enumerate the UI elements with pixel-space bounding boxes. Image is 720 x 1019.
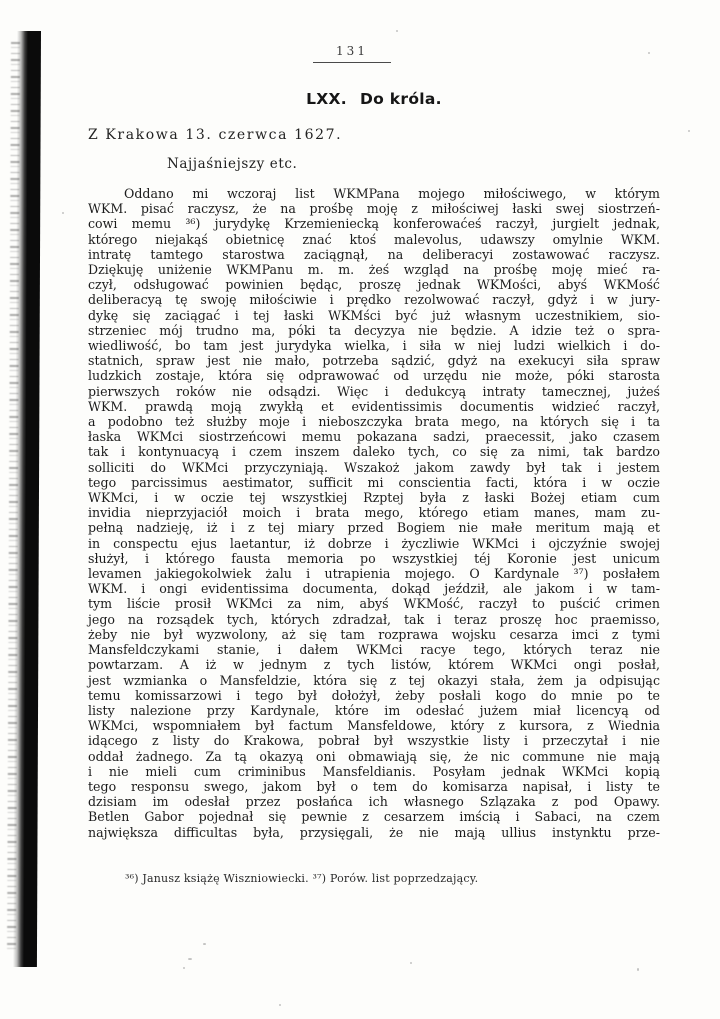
body-text-line: idącego z listy do Krakowa, pobrał był wszystkie listy i przeczytał i nie bbox=[88, 733, 660, 749]
scan-speck bbox=[279, 1004, 281, 1006]
scan-speck bbox=[637, 968, 639, 971]
body-text-line: tak i kontynuacyą i czem inszem daleko tych, co się za nimi, tak bardzo bbox=[88, 444, 660, 460]
body-text-line: listy nalezione przy Kardynale, które im odesłać jużem miał licencyą od bbox=[88, 702, 660, 718]
scan-speck bbox=[203, 943, 206, 945]
body-text-line: levamen jakiegokolwiek żalu i utrapienia mojego. O Kardynale ³⁷) posłałem bbox=[88, 566, 660, 582]
scan-speck bbox=[410, 962, 412, 964]
body-text-line: Dziękuję uniżenie WKMPanu m. m. żeś wzgląd na prośbę moję mieć ra- bbox=[88, 262, 660, 278]
body-text-line: WKM. i ongi evidentissima documenta, dokąd jeździł, ale jakom i w tam- bbox=[88, 581, 660, 597]
scan-speck bbox=[62, 212, 64, 214]
body-text-line: pełną nadzieję, iż i z tej miary przed Bogiem nie małe meritum mają et bbox=[88, 520, 660, 536]
footnotes: ³⁶) Janusz książę Wiszniowiecki. ³⁷) Porów. list poprzedzający. bbox=[125, 872, 479, 885]
page-number: 131 bbox=[313, 44, 391, 63]
scan-speck bbox=[188, 958, 192, 960]
body-text-line: ludzkich zostaje, która się odprawować od urzędu nie może, póki starosta bbox=[88, 368, 660, 384]
body-text-line: cowi memu ³⁶) jurydykę Krzemieniecką konferowaćeś raczył, jurgielt jednak, bbox=[88, 216, 660, 232]
body-text-line: WKM. pisać raczysz, że na prośbę moję z miłościwej łaski swej siostrzeń- bbox=[88, 201, 660, 217]
body-text-line: i nie mieli cum criminibus Mansfeldianis. Posyłam jednak WKMci kopią bbox=[88, 763, 660, 779]
letter-number: LXX. bbox=[306, 90, 347, 108]
body-text-line: tego parcissimus aestimator, sufficit mi conscientia facti, która i w oczie bbox=[88, 474, 660, 490]
scan-speck bbox=[648, 52, 650, 54]
body-text-line: temu komissarzowi i tego był dołożył, żeby posłali kogo do mnie po te bbox=[88, 687, 660, 703]
body-text-line: Mansfeldczykami stanie, i dałem WKMci racye tego, których teraz nie bbox=[88, 642, 660, 658]
letter-heading bbox=[88, 90, 660, 108]
body-text-line: strzeniec mój trudno ma, póki ta decyzya nie będzie. A idzie też o spra- bbox=[88, 322, 660, 338]
body-text-line: dzisiam im odesłał przez posłańca ich własnego Szlązaka z pod Opawy. bbox=[88, 794, 660, 810]
body-text-line: tym liście prosił WKMci za nim, abyś WKMość, raczył to puścić crimen bbox=[88, 596, 660, 612]
body-text-line: solliciti do WKMci przyczyniają. Wszakoż jakom zawdy był tak i jestem bbox=[88, 459, 660, 475]
body-text-line: deliberacyą tę swoję miłościwie i prędko rezolwować raczył, gdyż i w jury- bbox=[88, 292, 660, 308]
body-text-line: największa difficultas była, przysięgali, że nie mają ullius instynktu prze- bbox=[88, 824, 660, 840]
body-text-line: tego responsu swego, jakom był o tem do komisarza napisał, i listy te bbox=[88, 778, 660, 794]
body-text-line: WKMci, wspomniałem był factum Mansfeldowe, który z kursora, z Wiednia bbox=[88, 718, 660, 734]
scan-speck bbox=[688, 130, 690, 132]
body-text-line: czył, odsługować powinien będąc, proszę jednak WKMości, abyś WKMość bbox=[88, 277, 660, 293]
body-text-line: invidia nieprzyjaciół moich i brata mego, którego etiam manes, mam zu- bbox=[88, 505, 660, 521]
dateline: Z Krakowa 13. czerwca 1627. bbox=[88, 127, 343, 143]
body-text-line: WKMci, i w oczie tej wszystkiej Rzptej była z łaski Bożej etiam cum bbox=[88, 490, 660, 506]
body-text-line: pierwszych roków nie odsądzi. Więc i dedukcyą intraty tamecznej, jużeś bbox=[88, 383, 660, 399]
body-text-line: żeby nie był wyzwolony, aż się tam rozprawa wojsku cesarza imci z tymi bbox=[88, 626, 660, 642]
body-text-line: oddał żadnego. Za tą okazyą oni obmawiają się, że nic commune nie mają bbox=[88, 748, 660, 764]
salutation: Najjaśniejszy etc. bbox=[167, 156, 298, 172]
scan-speck bbox=[396, 30, 398, 32]
letter-body bbox=[88, 186, 660, 840]
letter-title: Do króla. bbox=[360, 90, 442, 108]
body-text-line: jego na rozsądek tych, których zdradzał, tak i teraz proszę hoc praemisso, bbox=[88, 611, 660, 627]
body-text-line: intratę tamtego starostwa zaciągnął, na deliberacyi zostawować raczysz. bbox=[88, 246, 660, 262]
body-text-line: służył, i którego fausta memoria po wszystkiej téj Koronie jest unicum bbox=[88, 550, 660, 566]
body-text-line: łaska WKMci siostrzeńcowi memu pokazana sadzi, praecessit, jako czasem bbox=[88, 429, 660, 445]
body-text-line: Betlen Gabor pojednał się pewnie z cesarzem imścią i Sabaci, na czem bbox=[88, 809, 660, 825]
body-text-line: dykę się zaciągać i tej łaski WKMści być już własnym uczestnikiem, sio- bbox=[88, 307, 660, 323]
body-text-line: in conspectu ejus laetantur, iż dobrze i życzliwie WKMci i ojczyźnie swojej bbox=[88, 535, 660, 551]
scan-speck bbox=[183, 967, 185, 969]
body-text-line: WKM. prawdą moją zwykłą et evidentissimis documentis widzieć raczył, bbox=[88, 398, 660, 414]
body-text-line: Oddano mi wczoraj list WKMPana mojego miłościwego, w którym bbox=[124, 186, 660, 201]
body-text-line: a podobno też służby moje i nieboszczyka brata mego, na których się i ta bbox=[88, 414, 660, 430]
body-text-line: statnich, spraw jest nie mało, potrzeba sądzić, gdyż na exekucyi siła spraw bbox=[88, 353, 660, 369]
body-text-line: wiedliwość, bo tam jest jurydyka wielka, i siła w niej ludzi wielkich i do- bbox=[88, 338, 660, 354]
body-text-line: którego niejakąś obietnicę znać ktoś malevolus, udawszy omylnie WKM. bbox=[88, 231, 660, 247]
body-text-line: jest wzmianka o Mansfeldzie, która się z tej okazyi stała, żem ja odpisując bbox=[88, 672, 660, 688]
body-text-line: powtarzam. A iż w jednym z tych listów, którem WKMci ongi posłał, bbox=[88, 657, 660, 673]
